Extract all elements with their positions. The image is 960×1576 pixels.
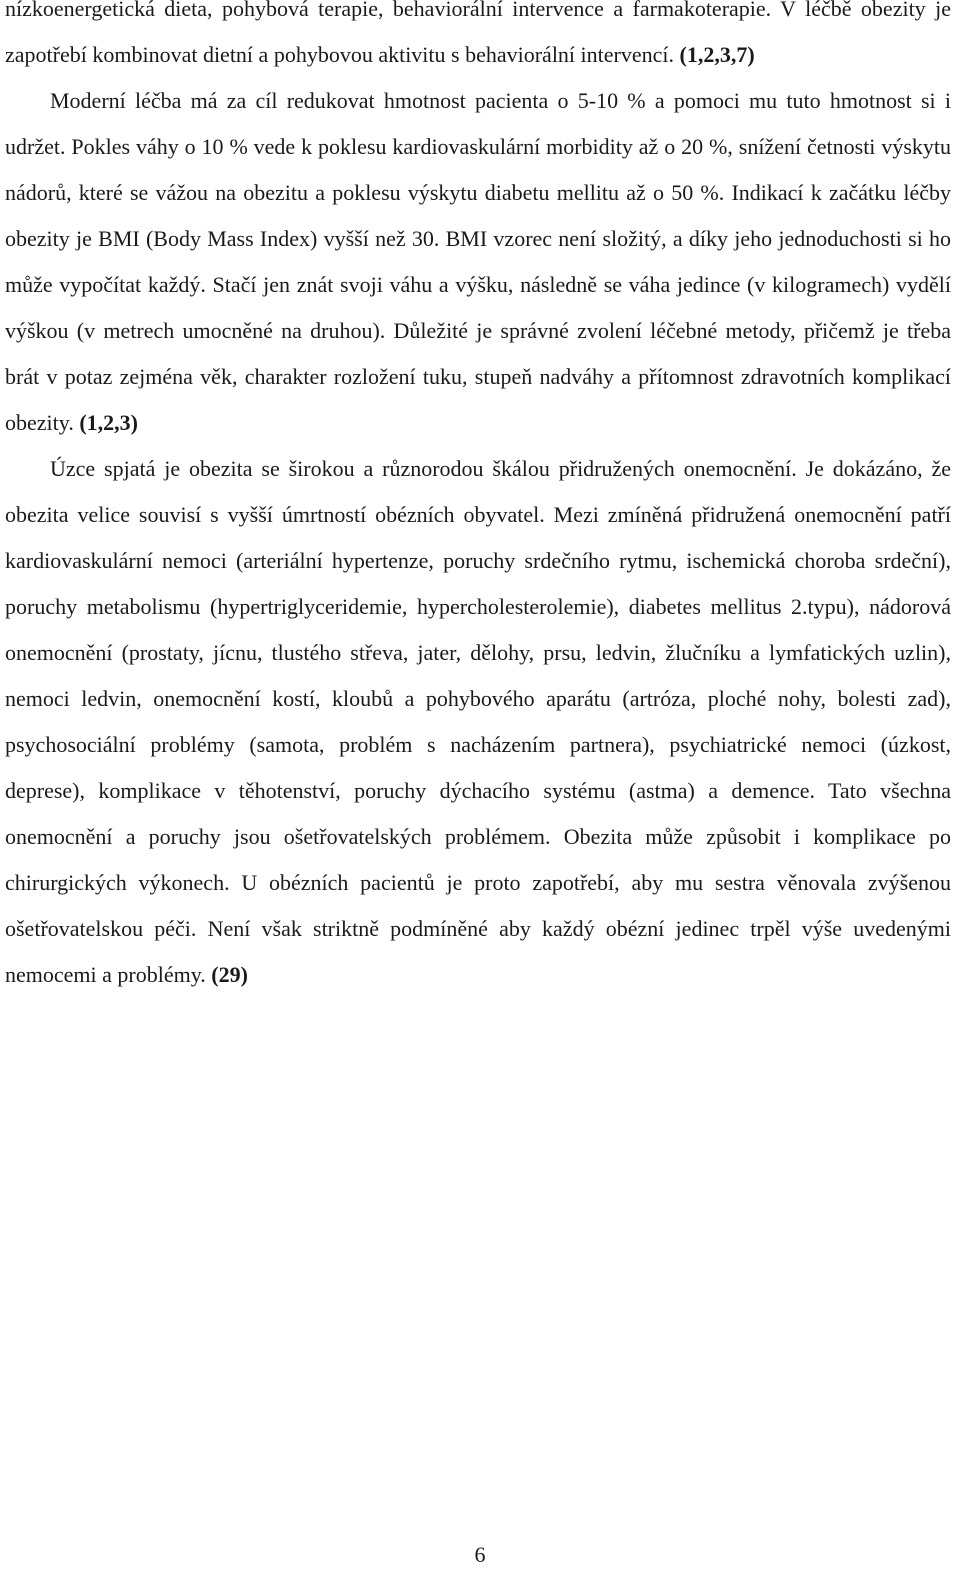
paragraph-text: Moderní léčba má za cíl redukovat hmotnost pacienta o 5-10 % a pomoci mu tuto hmotnost si i udržet. Pokles váhy o 10 % vede k poklesu kardiovaskulární morbidity až o 20 %, snížení četnosti výskytu nádorů, které se vážou na obezitu a poklesu výskytu diabetu mellitu až o 50 %. Indikací k začátku léčby obezity je BMI (Body Mass Index) vyšší než 30. BMI vzorec není složitý, a díky jeho jednoduchosti si ho může vypočítat každý. Stačí jen znát svoji váhu a výšku, následně se váha jedince (v kilogramech) vydělí výškou (v metrech umocněné na druhou). Důležité je správné zvolení léčebné metody, přičemž je třeba brát v potaz zejména věk, charakter rozložení tuku, stupeň nadváhy a přítomnost zdravotních komplikací obezity. bbox=[5, 88, 951, 435]
paragraph-continuation bbox=[5, 0, 951, 78]
citation: (29) bbox=[211, 962, 248, 987]
body-text bbox=[5, 0, 951, 998]
citation: (1,2,3,7) bbox=[679, 42, 755, 67]
paragraph-treatment bbox=[5, 78, 951, 446]
page-number: 6 bbox=[474, 1542, 486, 1567]
citation: (1,2,3) bbox=[79, 410, 138, 435]
paragraph-text: Úzce spjatá je obezita se širokou a různorodou škálou přidružených onemocnění. Je dokázáno, že obezita velice souvisí s vyšší úmrtností obézních obyvatel. Mezi zmíněná přidružená onemocnění patří kardiovaskulární nemoci (arteriální hypertenze, poruchy srdečního rytmu, ischemická choroba srdeční), poruchy metabolismu (hypertriglyceridemie, hypercholesterolemie), diabetes mellitus 2.typu), nádorová onemocnění (prostaty, jícnu, tlustého střeva, jater, dělohy, prsu, ledvin, žlučníku a lymfatických uzlin), nemoci ledvin, onemocnění kostí, kloubů a pohybového aparátu (artróza, ploché nohy, bolesti zad), psychosociální problémy (samota, problém s nacházením partnera), psychiatrické nemoci (úzkost, deprese), komplikace v těhotenství, poruchy dýchacího systému (astma) a demence. Tato všechna onemocnění a poruchy jsou ošetřovatelských problémem. Obezita může způsobit i komplikace po chirurgických výkonech. U obézních pacientů je proto zapotřebí, aby mu sestra věnovala zvýšenou ošetřovatelskou péči. Není však striktně podmíněné aby každý obézní jedinec trpěl výše uvedenými nemocemi a problémy. bbox=[5, 456, 951, 987]
paragraph-comorbidities bbox=[5, 446, 951, 998]
paragraph-text: nízkoenergetická dieta, pohybová terapie, behaviorální intervence a farmakoterapie. V léčbě obezity je zapotřebí kombinovat dietní a pohybovou aktivitu s behaviorální intervencí. bbox=[5, 0, 951, 67]
